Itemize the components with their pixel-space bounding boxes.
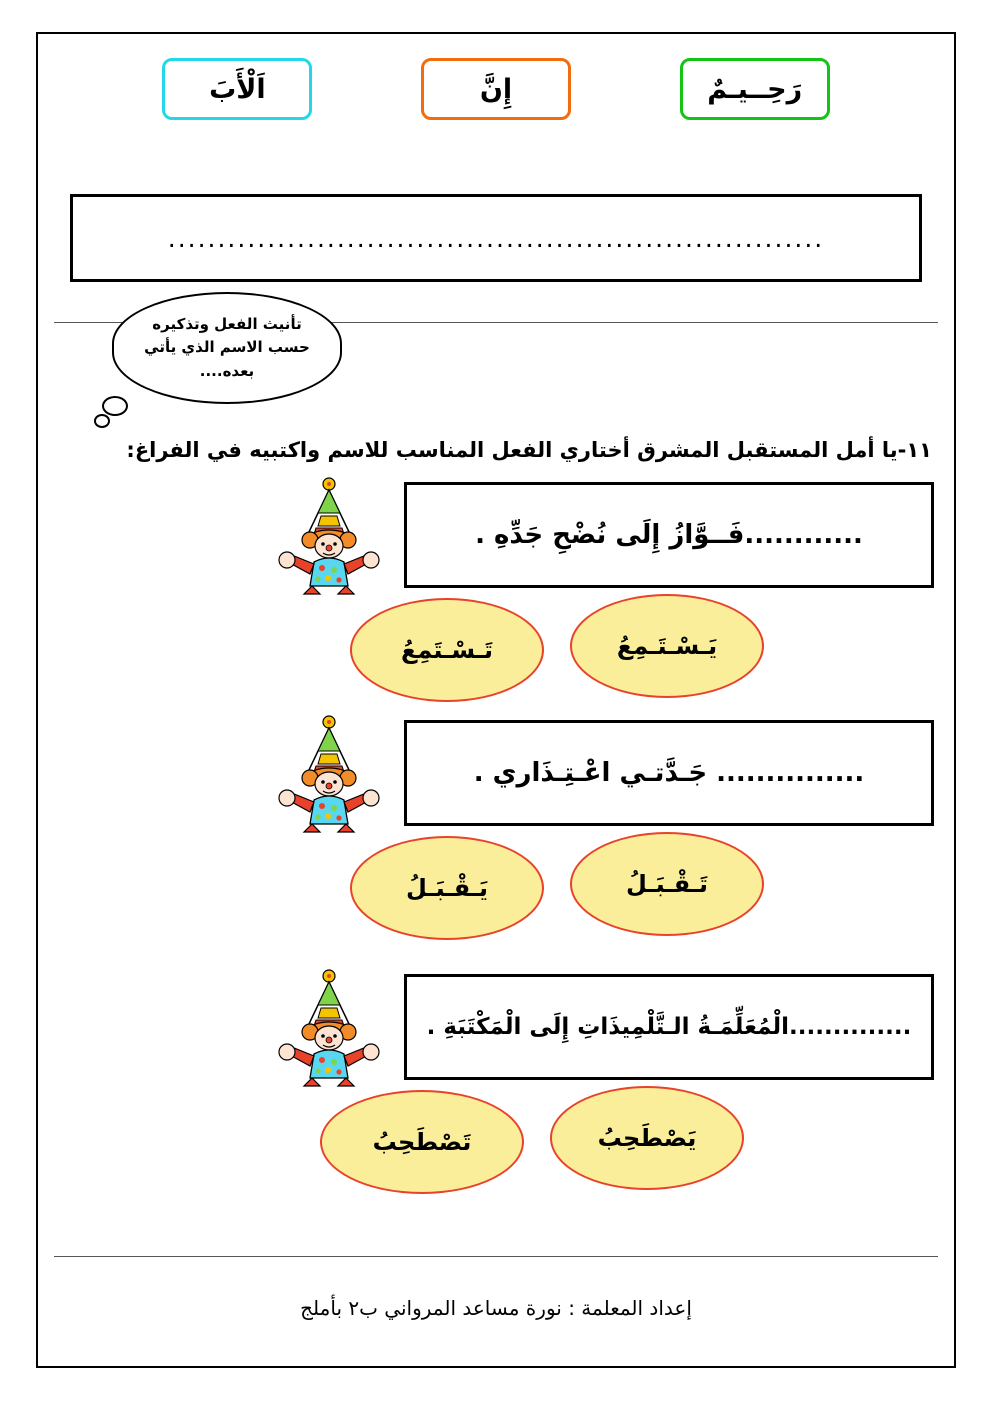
- worksheet-page: [36, 32, 956, 1368]
- clown-icon: [274, 968, 384, 1088]
- exercise-1: [38, 482, 954, 712]
- footer-credit: إعداد المعلمة : نورة مساعد المرواني ب٢ بأملج: [300, 1296, 692, 1320]
- option-bubble[interactable]: يَصْطَحِبُ: [550, 1086, 744, 1190]
- word-card-label: إِنَّ: [479, 73, 513, 105]
- option-bubble[interactable]: يَـسْـتَـمِعُ: [570, 594, 764, 698]
- word-card-label: اَلْأَبَ: [209, 73, 266, 105]
- thought-bubble-tail-large: [102, 396, 128, 416]
- divider-bottom: [54, 1256, 938, 1257]
- dotted-line: ..................................................................: [167, 223, 825, 253]
- option-bubble[interactable]: تَصْطَحِبُ: [320, 1090, 524, 1194]
- word-cards-row: [38, 58, 954, 120]
- word-card-inna: [421, 58, 571, 120]
- option-bubble[interactable]: تَـسْـتَمِعُ: [350, 598, 544, 702]
- options-row: [354, 1086, 894, 1196]
- word-card-label: رَحِــيـمٌ: [707, 73, 803, 105]
- word-card-rahim: [680, 58, 830, 120]
- exercise-2: [38, 720, 954, 950]
- options-row: [354, 594, 894, 704]
- sentence-box: ..............الْمُعَلِّمَـةُ الـتَّلْمِيذَاتِ إِلَى الْمَكْتَبَةِ .: [404, 974, 934, 1080]
- clown-icon: [274, 714, 384, 834]
- thought-bubble: [94, 292, 354, 432]
- option-bubble[interactable]: يَـقْـبَـلُ: [350, 836, 544, 940]
- instruction-text: ١١-يا أمل المستقبل المشرق أختاري الفعل المناسب للاسم واكتبيه في الفراغ:: [126, 438, 932, 462]
- option-bubble[interactable]: تَـقْـبَـلُ: [570, 832, 764, 936]
- thought-bubble-text: تأنيث الفعل وتذكيره حسب الاسم الذي يأتي بعده....: [112, 292, 342, 404]
- options-row: [354, 832, 894, 942]
- answer-box[interactable]: [70, 194, 922, 282]
- sentence-box: ............فَــوَّازُ إِلَى نُضْحِ جَدِّهِ .: [404, 482, 934, 588]
- thought-bubble-tail-small: [94, 414, 110, 428]
- clown-icon: [274, 476, 384, 596]
- exercise-3: [38, 974, 954, 1204]
- word-card-alab: [162, 58, 312, 120]
- sentence-box: ............... جَـدَّتـي اعْـتِـذَاري .: [404, 720, 934, 826]
